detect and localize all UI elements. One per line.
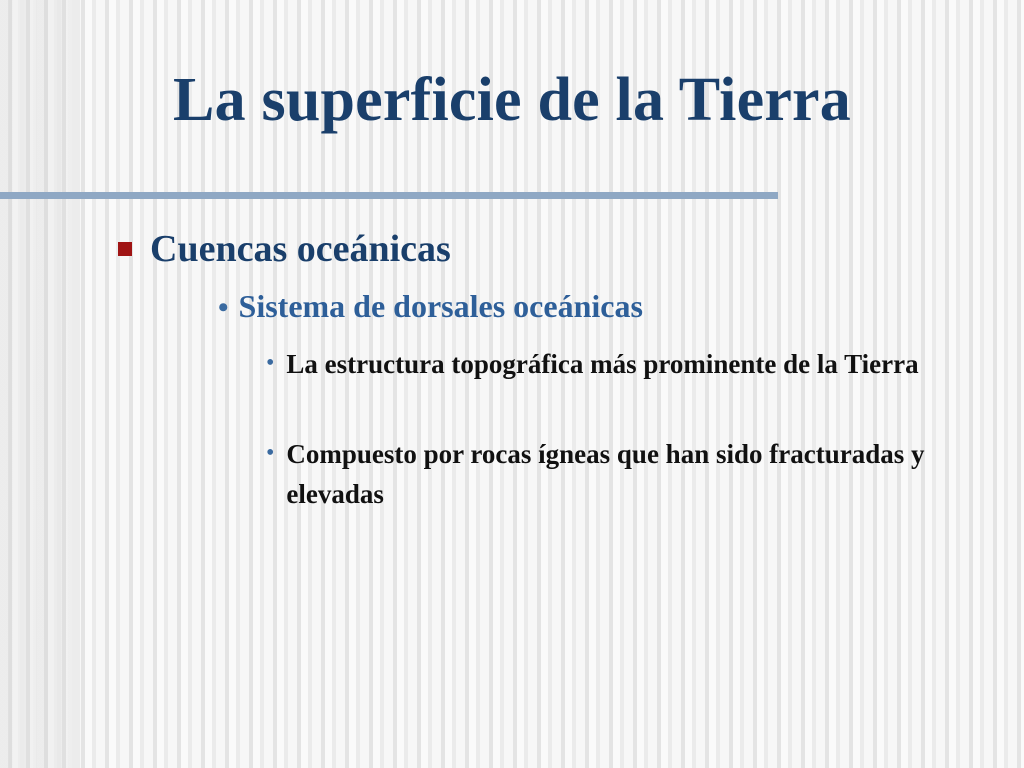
bullet-level2	[218, 288, 643, 325]
dot-bullet-icon: •	[266, 440, 275, 466]
title-divider	[0, 192, 778, 199]
square-bullet-icon	[118, 242, 132, 256]
dot-bullet-icon: •	[218, 291, 229, 324]
bullet-level3-item	[266, 434, 1006, 514]
bullet-level2-text: Sistema de dorsales oceánicas	[238, 288, 643, 324]
bullet-level3-text: Compuesto por rocas ígneas que han sido fracturadas y elevadas	[286, 439, 925, 509]
dot-bullet-icon: •	[266, 350, 275, 376]
bullet-level1	[118, 224, 451, 274]
bullet-level1-text: Cuencas oceánicas	[150, 228, 451, 270]
bullet-level3-item	[266, 344, 1006, 384]
slide-title: La superficie de la Tierra	[173, 66, 851, 134]
bullet-level3-text: La estructura topográfica más prominente de la Tierra	[286, 349, 919, 379]
